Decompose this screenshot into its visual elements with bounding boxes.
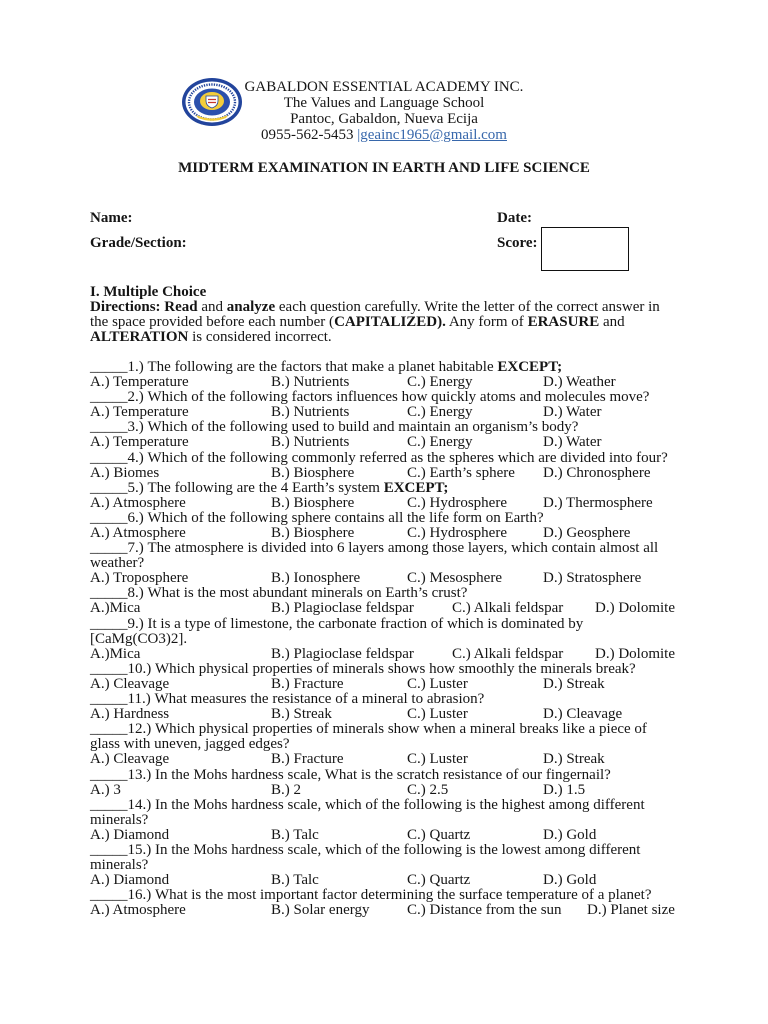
question-text: weather?: [90, 555, 145, 572]
option-b: B.) Plagioclase feldspar: [271, 645, 414, 662]
options-row: [90, 526, 710, 541]
question-text: Which of the following used to build and maintain an organism’s body?: [147, 419, 579, 436]
question-text: What is the most important factor determining the surface temperature of a planet?: [155, 887, 652, 904]
question-emphasis: EXCEPT;: [383, 479, 449, 496]
question-line: [90, 420, 710, 435]
option-a: A.) Diamond: [90, 872, 170, 889]
question-line: [90, 692, 710, 707]
question-number: 1.): [127, 358, 144, 375]
option-b: B.) Biosphere: [271, 525, 355, 541]
question-text: Which of the following factors influences how quickly atoms and molecules move?: [147, 389, 650, 406]
question-line: [90, 843, 710, 858]
option-c: C.) Alkali feldspar: [452, 600, 564, 617]
option-d: D.) Water: [543, 404, 602, 421]
score-label: Score:: [497, 234, 538, 251]
answer-blank: _____: [90, 660, 128, 677]
answer-blank: _____: [90, 449, 128, 466]
question-continuation-line: [90, 556, 710, 571]
directions-line: [90, 330, 710, 345]
option-b: B.) Fracture: [271, 751, 344, 768]
option-c: C.) Distance from the sun: [407, 902, 562, 919]
question-line: [90, 360, 710, 375]
question-line: [90, 768, 710, 783]
directions-emphasis: analyze: [226, 298, 276, 315]
question-item: [90, 420, 710, 450]
option-a: A.) Atmosphere: [90, 494, 186, 511]
option-a: A.) Atmosphere: [90, 902, 186, 919]
question-line: [90, 798, 710, 813]
option-c: C.) Luster: [407, 675, 468, 692]
option-a: A.) Cleavage: [90, 751, 170, 768]
question-continuation-line: [90, 813, 710, 828]
answer-blank: _____: [90, 691, 128, 708]
answer-blank: _____: [90, 540, 128, 557]
option-c: C.) Luster: [407, 706, 468, 723]
options-row: [90, 677, 710, 692]
option-b: B.) 2: [271, 781, 301, 798]
option-d: D.) 1.5: [543, 781, 586, 798]
answer-blank: _____: [90, 479, 128, 496]
options-row: [90, 435, 710, 450]
option-d: D.) Streak: [543, 751, 605, 768]
option-b: B.) Nutrients: [271, 434, 350, 451]
question-number: 12.): [127, 721, 152, 738]
question-number: 7.): [127, 540, 144, 557]
option-a: A.)Mica: [90, 600, 141, 617]
directions-text: the space provided before each number (: [90, 313, 335, 330]
question-text: What measures the resistance of a mineral to abrasion?: [154, 691, 485, 708]
option-c: C.) Mesosphere: [407, 570, 502, 587]
question-item: [90, 451, 710, 481]
options-row: [90, 903, 710, 918]
option-a: A.) Temperature: [90, 434, 189, 451]
option-a: A.) Temperature: [90, 374, 189, 391]
question-line: [90, 541, 710, 556]
option-c: C.) Quartz: [407, 826, 471, 843]
question-number: 9.): [127, 615, 144, 632]
question-text: Which physical properties of minerals shows how smoothly the minerals break?: [155, 660, 636, 677]
option-d: D.) Geosphere: [543, 525, 631, 541]
option-d: D.) Cleavage: [543, 706, 623, 723]
name-label: Name:: [90, 209, 133, 226]
options-row: [90, 828, 710, 843]
option-a: A.) 3: [90, 781, 121, 798]
directions-emphasis: ERASURE: [527, 313, 600, 330]
question-continuation-line: [90, 632, 710, 647]
directions-emphasis: Directions: Read: [90, 298, 198, 315]
question-line: [90, 662, 710, 677]
question-text: [CaMg(CO3)2].: [90, 630, 188, 647]
grade-section-label: Grade/Section:: [90, 234, 187, 251]
option-b: B.) Nutrients: [271, 404, 350, 421]
option-b: B.) Talc: [271, 872, 319, 889]
question-text: Which physical properties of minerals show when a mineral breaks like a piece of: [155, 721, 647, 738]
option-d: D.) Dolomite: [595, 600, 675, 617]
option-a: A.) Diamond: [90, 826, 170, 843]
question-text: What is the most abundant minerals on Earth’s crust?: [147, 585, 468, 602]
options-row: [90, 783, 710, 798]
option-b: B.) Nutrients: [271, 374, 350, 391]
question-line: [90, 722, 710, 737]
option-d: D.) Dolomite: [595, 645, 675, 662]
directions-line: [90, 300, 710, 315]
question-text: It is a type of limestone, the carbonate fraction of which is dominated by: [147, 615, 584, 632]
question-item: [90, 617, 710, 662]
answer-blank: _____: [90, 419, 128, 436]
option-b: B.) Fracture: [271, 675, 344, 692]
school-name: GABALDON ESSENTIAL ACADEMY INC.: [244, 78, 524, 95]
question-item: [90, 511, 710, 541]
option-a: A.) Biomes: [90, 464, 160, 481]
question-item: [90, 692, 710, 722]
question-item: [90, 768, 710, 798]
options-row: [90, 707, 710, 722]
directions-text: and: [599, 313, 625, 330]
option-d: D.) Gold: [543, 826, 597, 843]
option-d: D.) Chronosphere: [543, 464, 651, 481]
question-number: 15.): [127, 841, 152, 858]
question-line: [90, 888, 710, 903]
options-row: [90, 601, 710, 616]
answer-blank: _____: [90, 615, 128, 632]
option-d: D.) Weather: [543, 374, 616, 391]
directions-emphasis: ALTERATION: [90, 328, 189, 345]
option-b: B.) Biosphere: [271, 464, 355, 481]
directions-text: Any form of: [445, 313, 528, 330]
option-b: B.) Plagioclase feldspar: [271, 600, 414, 617]
question-line: [90, 390, 710, 405]
question-line: [90, 586, 710, 601]
options-row: [90, 752, 710, 767]
option-d: D.) Gold: [543, 872, 597, 889]
question-text: The following are the 4 Earth’s system: [147, 479, 384, 496]
directions-line: [90, 315, 710, 330]
school-header: [0, 79, 768, 143]
question-item: [90, 481, 710, 511]
question-item: [90, 798, 710, 843]
option-c: C.) Hydrosphere: [407, 494, 507, 511]
option-a: A.) Cleavage: [90, 675, 170, 692]
question-text: In the Mohs hardness scale, which of the following is the highest among different: [155, 796, 645, 813]
question-number: 5.): [127, 479, 144, 496]
option-a: A.) Troposphere: [90, 570, 189, 587]
question-number: 10.): [127, 660, 152, 677]
options-row: [90, 873, 710, 888]
answer-blank: _____: [90, 721, 128, 738]
question-text: In the Mohs hardness scale, What is the scratch resistance of our fingernail?: [155, 766, 611, 783]
option-d: D.) Stratosphere: [543, 570, 642, 587]
question-item: [90, 360, 710, 390]
school-contact: [0, 127, 768, 143]
option-c: C.) 2.5: [407, 781, 449, 798]
question-number: 16.): [127, 887, 152, 904]
answer-blank: _____: [90, 585, 128, 602]
school-address: Pantoc, Gabaldon, Nueva Ecija: [290, 110, 478, 127]
option-c: C.) Energy: [407, 374, 473, 391]
question-number: 11.): [127, 691, 151, 708]
option-b: B.) Streak: [271, 706, 332, 723]
options-row: [90, 571, 710, 586]
question-list: [90, 360, 710, 918]
directions-emphasis: CAPITALIZED).: [334, 313, 446, 330]
option-c: C.) Earth’s sphere: [407, 464, 515, 481]
options-row: [90, 466, 710, 481]
score-box: [541, 227, 629, 271]
option-c: C.) Alkali feldspar: [452, 645, 564, 662]
question-item: [90, 541, 710, 586]
section-heading: I. Multiple Choice: [90, 283, 207, 300]
options-row: [90, 375, 710, 390]
directions: [90, 300, 710, 345]
option-d: D.) Water: [543, 434, 602, 451]
question-line: [90, 481, 710, 496]
question-item: [90, 662, 710, 692]
question-item: [90, 586, 710, 616]
options-row: [90, 647, 710, 662]
option-c: C.) Energy: [407, 434, 473, 451]
question-item: [90, 843, 710, 888]
option-b: B.) Biosphere: [271, 494, 355, 511]
option-c: C.) Energy: [407, 404, 473, 421]
answer-blank: _____: [90, 796, 128, 813]
option-a: A.) Temperature: [90, 404, 189, 421]
answer-blank: _____: [90, 389, 128, 406]
option-b: B.) Solar energy: [271, 902, 370, 919]
directions-text: each question carefully. Write the letter of the correct answer in: [275, 298, 660, 315]
answer-blank: _____: [90, 509, 128, 526]
answer-blank: _____: [90, 358, 128, 375]
spacer: [90, 345, 710, 360]
question-text: Which of the following commonly referred as the spheres which are divided into four?: [147, 449, 668, 466]
date-label: Date:: [497, 209, 532, 226]
question-text: In the Mohs hardness scale, which of the following is the lowest among different: [155, 841, 641, 858]
option-c: C.) Quartz: [407, 872, 471, 889]
answer-blank: _____: [90, 887, 128, 904]
question-text: minerals?: [90, 857, 149, 874]
directions-text: and: [197, 298, 227, 315]
question-number: 13.): [127, 766, 152, 783]
question-number: 8.): [127, 585, 144, 602]
question-text: The atmosphere is divided into 6 layers among those layers, which contain almost all: [147, 540, 659, 557]
question-item: [90, 888, 710, 918]
directions-text: is considered incorrect.: [188, 328, 332, 345]
question-number: 3.): [127, 419, 144, 436]
question-text: minerals?: [90, 811, 149, 828]
option-d: D.) Streak: [543, 675, 605, 692]
school-phone: 0955-562-5453: [261, 126, 354, 143]
question-continuation-line: [90, 737, 710, 752]
option-a: A.) Atmosphere: [90, 525, 186, 541]
school-tagline: The Values and Language School: [283, 94, 485, 111]
exam-body: [90, 285, 710, 919]
option-a: A.) Hardness: [90, 706, 170, 723]
option-a: A.)Mica: [90, 645, 141, 662]
question-text: Which of the following sphere contains all the life form on Earth?: [147, 509, 544, 526]
question-text: glass with uneven, jagged edges?: [90, 736, 290, 753]
question-item: [90, 390, 710, 420]
option-c: C.) Luster: [407, 751, 468, 768]
question-number: 4.): [127, 449, 144, 466]
question-continuation-line: [90, 858, 710, 873]
options-row: [90, 405, 710, 420]
question-text: The following are the factors that make a planet habitable: [147, 358, 498, 375]
question-number: 2.): [127, 389, 144, 406]
answer-blank: _____: [90, 841, 128, 858]
question-number: 14.): [127, 796, 152, 813]
option-c: C.) Hydrosphere: [407, 525, 507, 541]
option-d: D.) Planet size: [587, 902, 675, 919]
school-email-link[interactable]: |geainc1965@gmail.com: [357, 126, 507, 143]
question-line: [90, 617, 710, 632]
question-number: 6.): [127, 509, 144, 526]
option-d: D.) Thermosphere: [543, 494, 653, 511]
option-b: B.) Talc: [271, 826, 319, 843]
exam-title: MIDTERM EXAMINATION IN EARTH AND LIFE SCIENCE: [178, 159, 590, 176]
options-row: [90, 496, 710, 511]
question-item: [90, 722, 710, 767]
question-line: [90, 511, 710, 526]
question-emphasis: EXCEPT;: [497, 358, 563, 375]
question-line: [90, 451, 710, 466]
answer-blank: _____: [90, 766, 128, 783]
option-b: B.) Ionosphere: [271, 570, 361, 587]
